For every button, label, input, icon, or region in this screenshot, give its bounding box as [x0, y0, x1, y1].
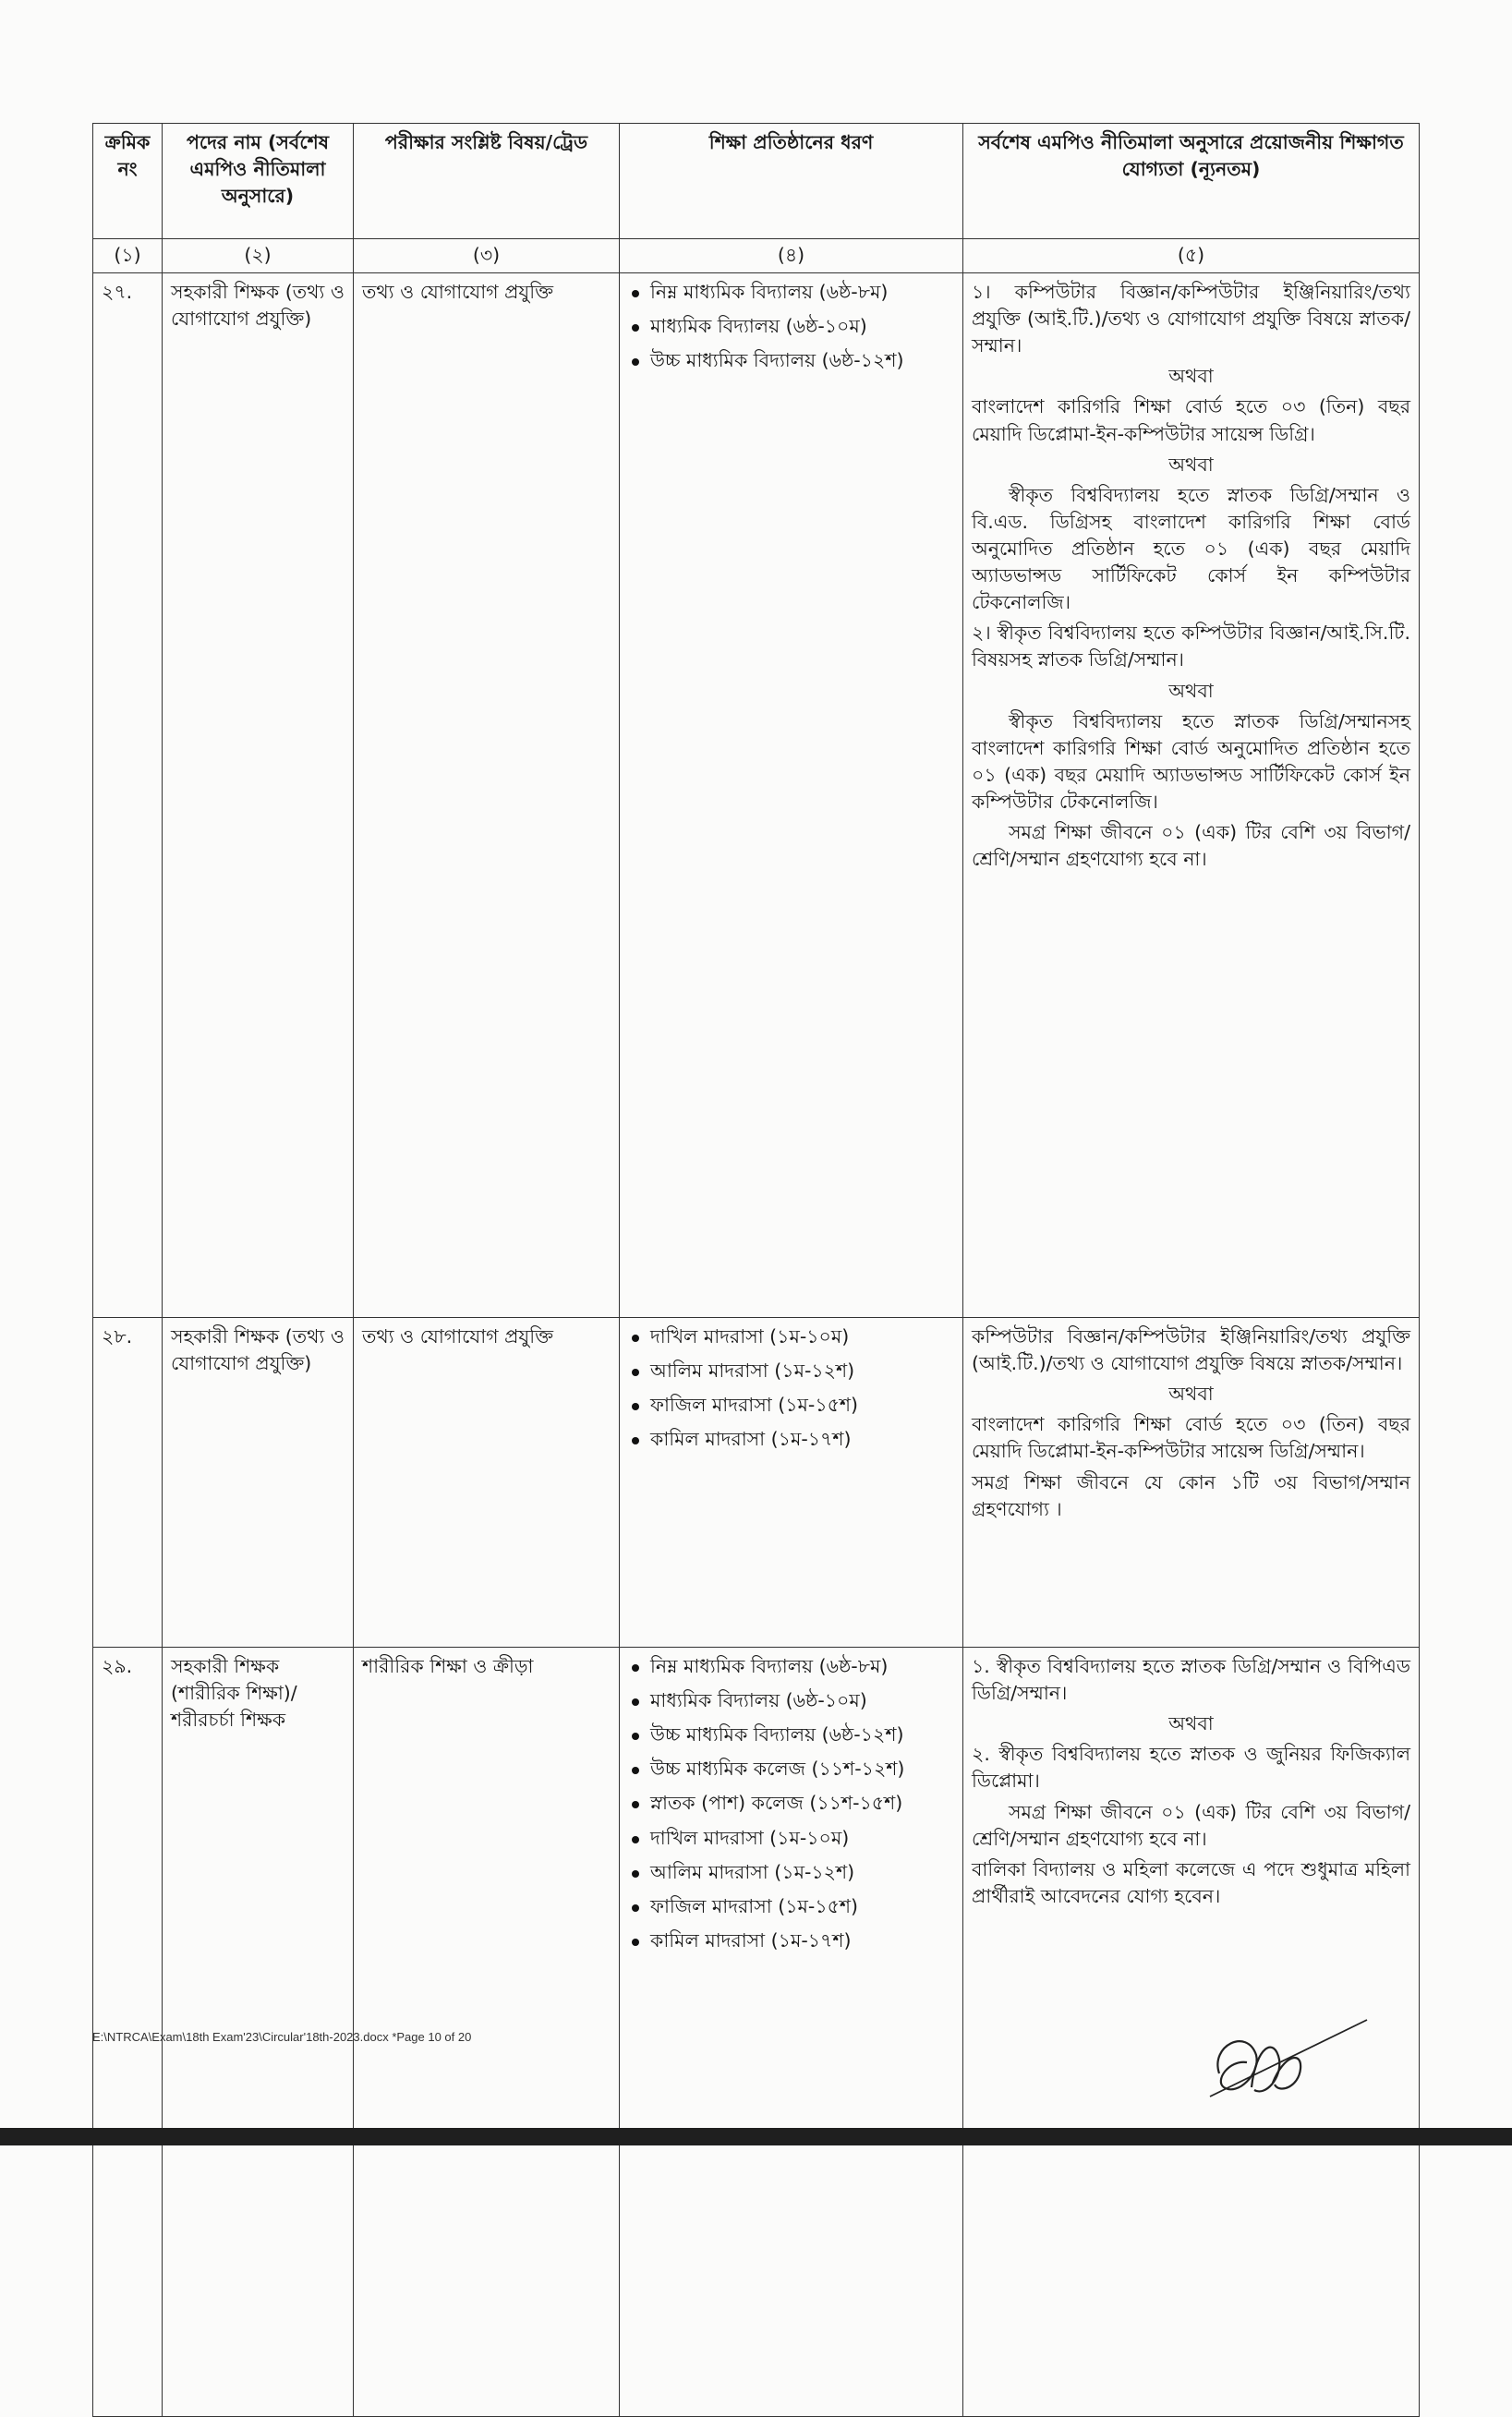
- institution-item: উচ্চ মাধ্যমিক কলেজ (১১শ-১২শ): [628, 1756, 954, 1783]
- qualification-text: ১। কম্পিউটার বিজ্ঞান/কম্পিউটার ইঞ্জিনিয়ারিং/তথ্য প্রযুক্তি (আই.টি.)/তথ্য ও যোগাযোগ প্রযুক্তি বিষয়ে স্নাতক/সম্মান।: [972, 281, 1410, 357]
- row-institutions: [620, 1648, 963, 2417]
- row-institutions: [620, 1318, 963, 1648]
- scan-edge: [0, 2128, 1512, 2145]
- column-number: (১): [93, 239, 163, 273]
- row-subject: শারীরিক শিক্ষা ও ক্রীড়া: [354, 1648, 620, 2417]
- header-serial: ক্রমিক নং: [93, 124, 163, 239]
- or-separator: অথবা: [1168, 453, 1214, 476]
- institution-item: নিম্ন মাধ্যমিক বিদ্যালয় (৬ষ্ঠ-৮ম): [628, 1653, 954, 1680]
- row-post: সহকারী শিক্ষক (তথ্য ও যোগাযোগ প্রযুক্তি): [163, 1318, 354, 1648]
- qualification-text: কম্পিউটার বিজ্ঞান/কম্পিউটার ইঞ্জিনিয়ারিং/তথ্য প্রযুক্তি (আই.টি.)/তথ্য ও যোগাযোগ প্রযুক্তি বিষয়ে স্নাতক/সম্মান।: [972, 1325, 1410, 1375]
- institution-item: স্নাতক (পাশ) কলেজ (১১শ-১৫শ): [628, 1790, 954, 1817]
- row-post: সহকারী শিক্ষক (শারীরিক শিক্ষা)/শরীরচর্চা শিক্ষক: [163, 1648, 354, 2417]
- qualification-note: সমগ্র শিক্ষা জীবনে ০১ (এক) টির বেশি ৩য় বিভাগ/শ্রেণি/সম্মান গ্রহণযোগ্য হবে না।: [972, 1800, 1410, 1850]
- institution-item: আলিম মাদরাসা (১ম-১২শ): [628, 1859, 954, 1886]
- table-row: [93, 1318, 1420, 1648]
- qualification-text: ১. স্বীকৃত বিশ্ববিদ্যালয় হতে স্নাতক ডিগ্রি/সম্মান ও বিপিএড ডিগ্রি/সম্মান।: [972, 1655, 1410, 1705]
- header-subject: পরীক্ষার সংশ্লিষ্ট বিষয়/ট্রেড: [354, 124, 620, 239]
- table-row: [93, 273, 1420, 1318]
- qualification-note: সমগ্র শিক্ষা জীবনে যে কোন ১টি ৩য় বিভাগ/সম্মান গ্রহণযোগ্য ।: [972, 1470, 1410, 1520]
- qualification-text: ২. স্বীকৃত বিশ্ববিদ্যালয় হতে স্নাতক ও জুনিয়র ফিজিক্যাল ডিপ্লোমা।: [972, 1743, 1410, 1793]
- institution-item: দাখিল মাদরাসা (১ম-১০ম): [628, 1825, 954, 1852]
- row-serial: ২৮.: [93, 1318, 163, 1648]
- row-subject: তথ্য ও যোগাযোগ প্রযুক্তি: [354, 273, 620, 1318]
- qualification-text: ২। স্বীকৃত বিশ্ববিদ্যালয় হতে কম্পিউটার বিজ্ঞান/আই.সি.টি. বিষয়সহ স্নাতক ডিগ্রি/সম্মান।: [972, 622, 1410, 671]
- institution-item: কামিল মাদরাসা (১ম-১৭শ): [628, 1426, 954, 1453]
- qualification-note: বালিকা বিদ্যালয় ও মহিলা কলেজে এ পদে শুধুমাত্র মহিলা প্রার্থীরাই আবেদনের যোগ্য হবেন।: [972, 1857, 1410, 1907]
- qualification-text: স্বীকৃত বিশ্ববিদ্যালয় হতে স্নাতক ডিগ্রি/সম্মান ও বি.এড. ডিগ্রিসহ বাংলাদেশ কারিগরি শিক্ষা বোর্ড অনুমোদিত প্রতিষ্ঠান হতে ০১ (এক) বছর মেয়াদি অ্যাডভান্সড সার্টিফিকেট কোর্স ইন কম্পিউটার টেকনোলজি।: [972, 483, 1411, 614]
- institution-item: উচ্চ মাধ্যমিক বিদ্যালয় (৬ষ্ঠ-১২শ): [628, 347, 954, 374]
- header-post: পদের নাম (সর্বশেষ এমপিও নীতিমালা অনুসারে): [163, 124, 354, 239]
- row-qualification: [963, 273, 1420, 1318]
- qualification-text: বাংলাদেশ কারিগরি শিক্ষা বোর্ড হতে ০৩ (তিন) বছর মেয়াদি ডিপ্লোমা-ইন-কম্পিউটার সায়েন্স ডিগ্রি।: [972, 395, 1410, 445]
- column-number-row: [93, 239, 1420, 273]
- institution-item: আলিম মাদরাসা (১ম-১২শ): [628, 1358, 954, 1384]
- institution-item: মাধ্যমিক বিদ্যালয় (৬ষ্ঠ-১০ম): [628, 313, 954, 340]
- or-separator: অথবা: [1168, 365, 1214, 388]
- institution-item: ফাজিল মাদরাসা (১ম-১৫শ): [628, 1893, 954, 1920]
- table-header-row: [93, 124, 1420, 239]
- institution-item: উচ্চ মাধ্যমিক বিদ্যালয় (৬ষ্ঠ-১২শ): [628, 1722, 954, 1748]
- column-number: (৩): [354, 239, 620, 273]
- institution-item: মাধ্যমিক বিদ্যালয় (৬ষ্ঠ-১০ম): [628, 1687, 954, 1714]
- qualification-text: স্বীকৃত বিশ্ববিদ্যালয় হতে স্নাতক ডিগ্রি/সম্মানসহ বাংলাদেশ কারিগরি শিক্ষা বোর্ড অনুমোদিত প্রতিষ্ঠান হতে ০১ (এক) বছর মেয়াদি অ্যাডভান্সড সার্টিফিকেট কোর্স ইন কম্পিউটার টেকনোলজি।: [972, 709, 1410, 813]
- institution-item: ফাজিল মাদরাসা (১ম-১৫শ): [628, 1392, 954, 1419]
- or-separator: অথবা: [1168, 679, 1214, 702]
- footer-file-path: E:\NTRCA\Exam\18th Exam'23\Circular'18th-2023.docx *Page 10 of 20: [92, 2030, 472, 2044]
- handwritten-signature: [1191, 2009, 1376, 2110]
- row-subject: তথ্য ও যোগাযোগ প্রযুক্তি: [354, 1318, 620, 1648]
- column-number: (৫): [963, 239, 1420, 273]
- or-separator: অথবা: [1168, 1383, 1214, 1406]
- row-serial: ২৯.: [93, 1648, 163, 2417]
- institution-item: কামিল মাদরাসা (১ম-১৭শ): [628, 1928, 954, 1954]
- row-qualification: [963, 1318, 1420, 1648]
- qualification-text: বাংলাদেশ কারিগরি শিক্ষা বোর্ড হতে ০৩ (তিন) বছর মেয়াদি ডিপ্লোমা-ইন-কম্পিউটার সায়েন্স ডিগ্রি/সম্মান।: [972, 1413, 1410, 1463]
- qualification-note: সমগ্র শিক্ষা জীবনে ০১ (এক) টির বেশি ৩য় বিভাগ/শ্রেণি/সম্মান গ্রহণযোগ্য হবে না।: [972, 821, 1410, 871]
- institution-item: নিম্ন মাধ্যমিক বিদ্যালয় (৬ষ্ঠ-৮ম): [628, 279, 954, 306]
- header-institution: শিক্ষা প্রতিষ্ঠানের ধরণ: [620, 124, 963, 239]
- row-post: সহকারী শিক্ষক (তথ্য ও যোগাযোগ প্রযুক্তি): [163, 273, 354, 1318]
- or-separator: অথবা: [1168, 1712, 1214, 1735]
- column-number: (২): [163, 239, 354, 273]
- column-number: (৪): [620, 239, 963, 273]
- row-institutions: [620, 273, 963, 1318]
- row-serial: ২৭.: [93, 273, 163, 1318]
- header-qualification: সর্বশেষ এমপিও নীতিমালা অনুসারে প্রয়োজনীয় শিক্ষাগত যোগ্যতা (ন্যূনতম): [963, 124, 1420, 239]
- institution-item: দাখিল মাদরাসা (১ম-১০ম): [628, 1323, 954, 1350]
